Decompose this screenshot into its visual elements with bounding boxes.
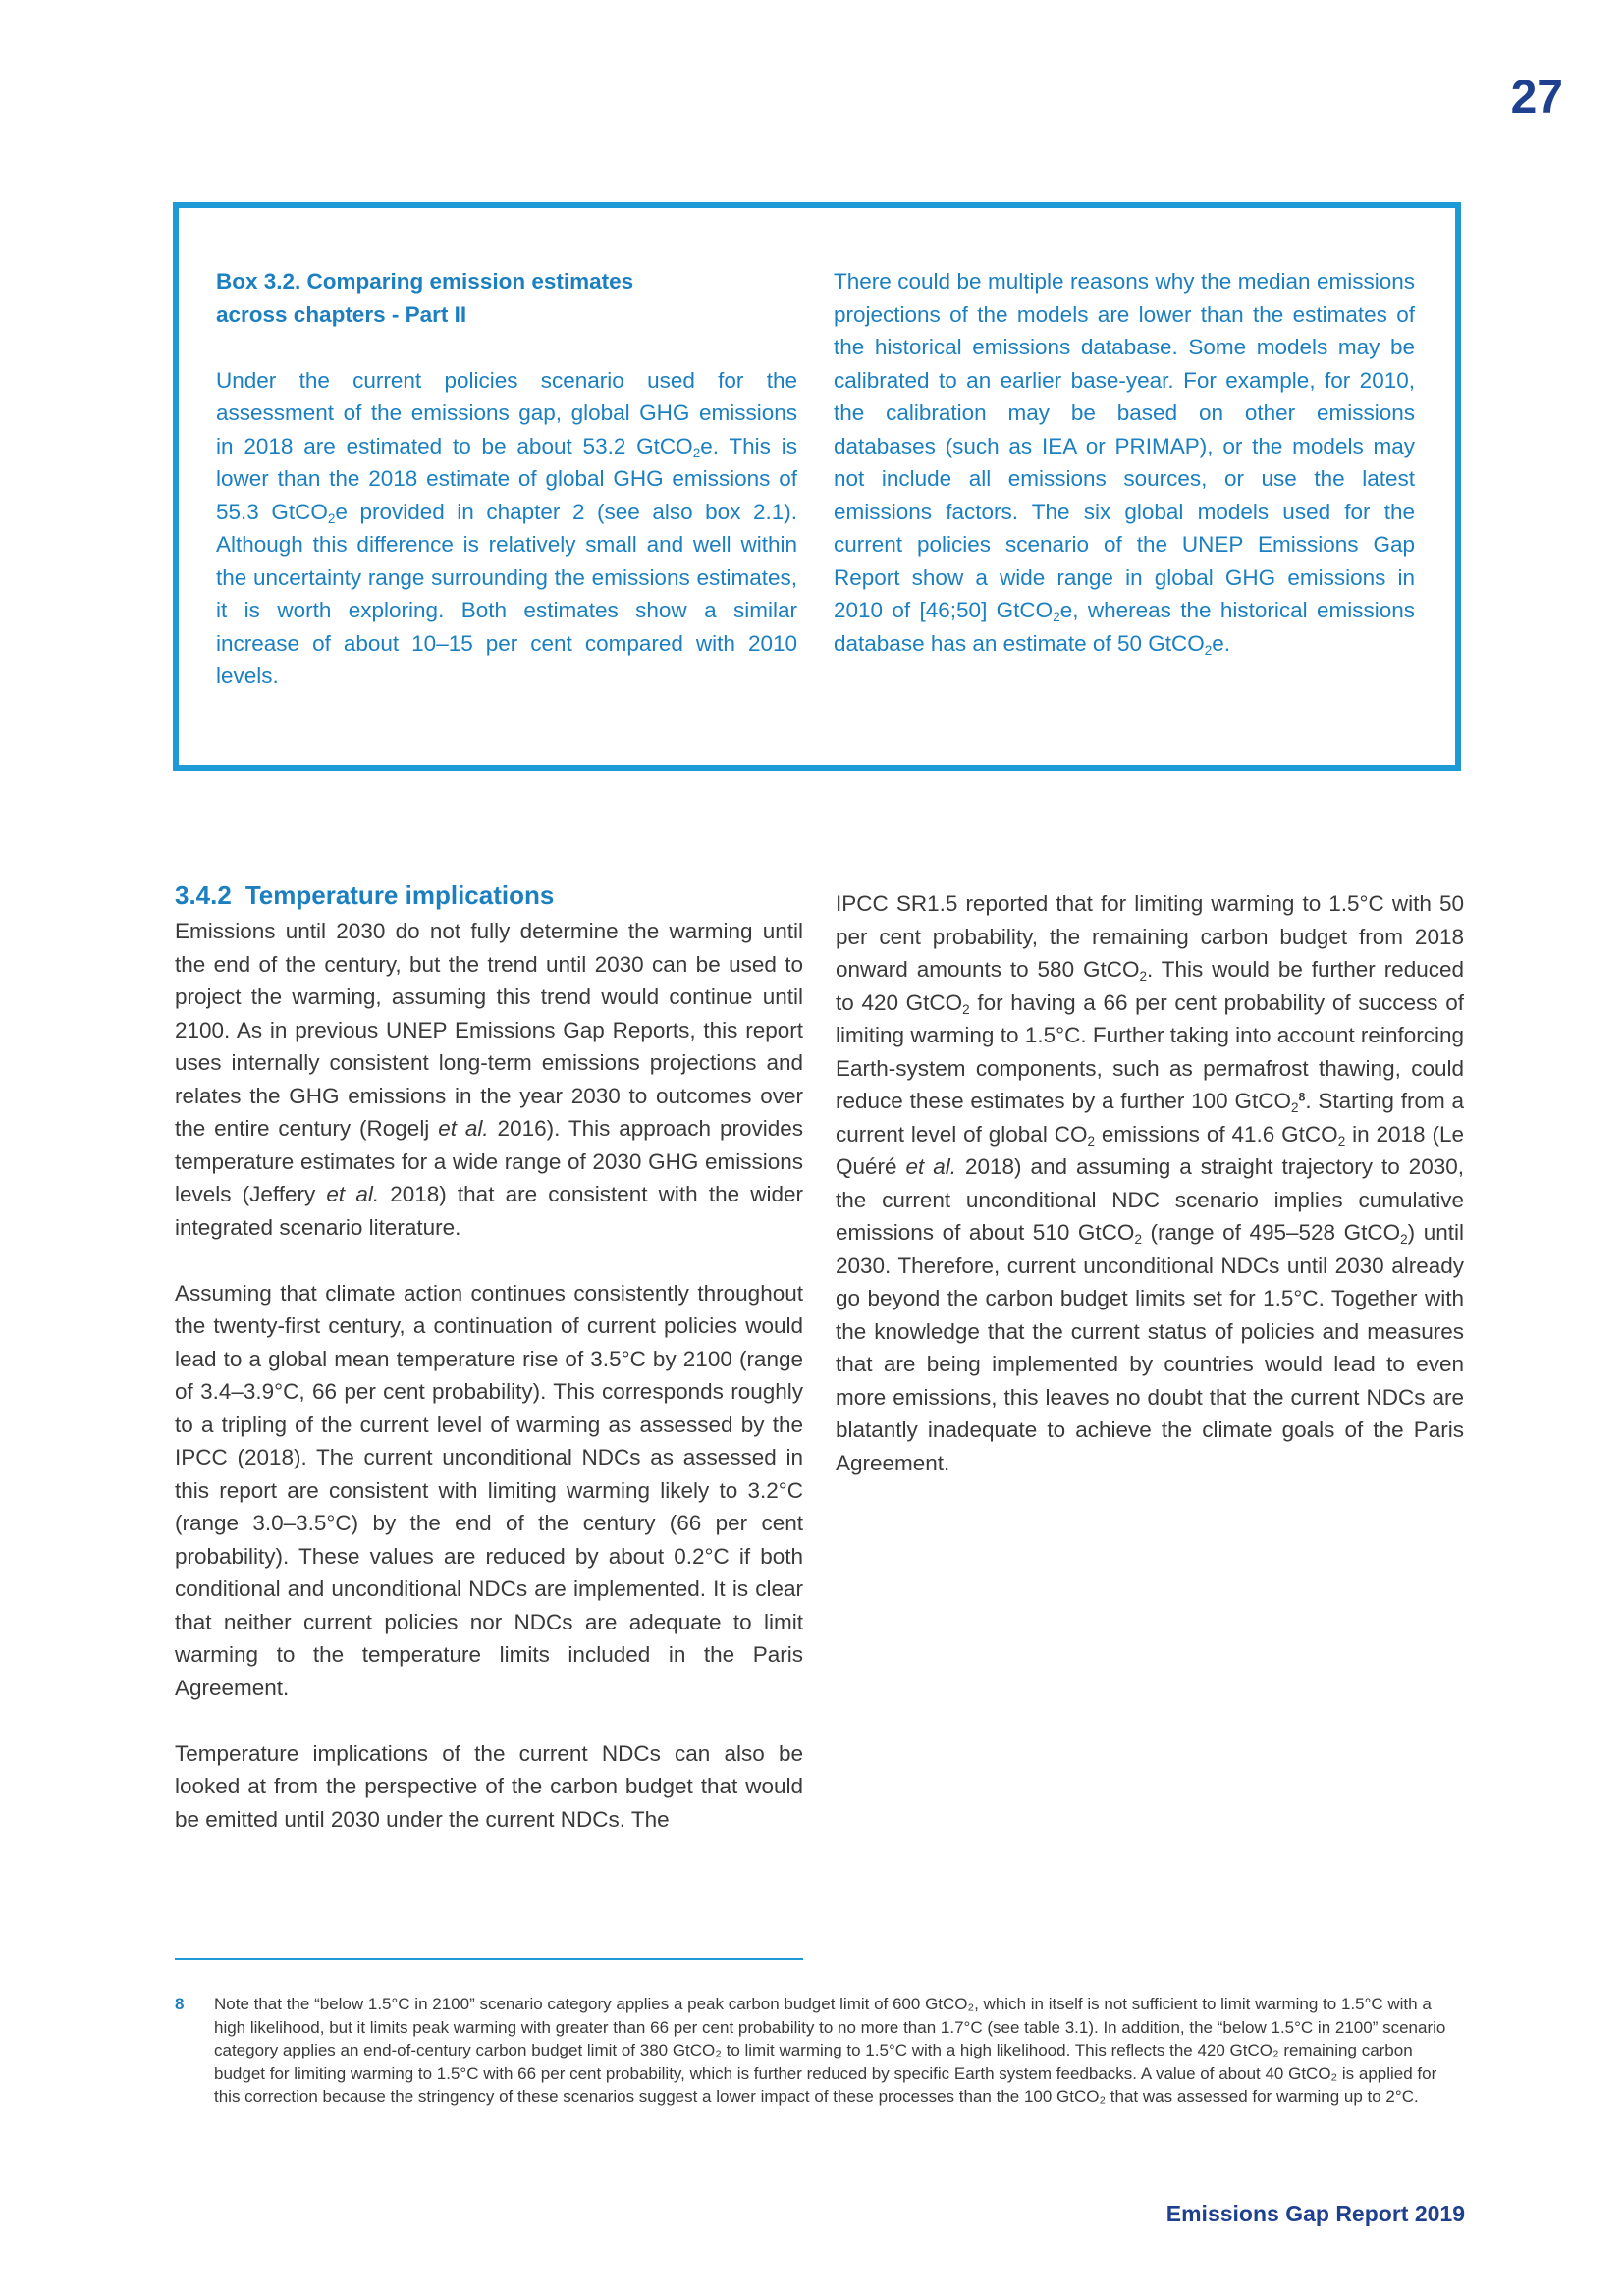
subscript: 2	[1400, 1232, 1408, 1248]
section-left-column	[175, 880, 803, 1869]
text: (range of 495–528 GtCO	[1141, 1220, 1401, 1245]
footnote-number: 8	[175, 1995, 185, 2013]
page-number: 27	[1510, 72, 1563, 124]
box-right-text-b: e, whereas the historical emissions database has an estimate of 50 GtCO	[834, 598, 1415, 656]
subscript: 2	[1337, 1133, 1346, 1148]
subscript: 2	[1053, 610, 1060, 625]
section-number: 3.4.2	[175, 881, 232, 910]
text: 2016). This approach provides temperature estimates for a wide range of 2030 GHG emissions levels (Jeffery	[175, 1116, 804, 1206]
footnote-text: Note that the “below 1.5°C in 2100” scenario category applies a peak carbon budget limit of 600 GtCO₂, which in itself is not sufficient to limit warming to 1.5°C with a high likelihood, but it limits peak warming with greater than 66 per cent probability to no more than 1.7°C (see table 3.1). In addition, the “below 1.5°C in 2100” scenario category applies an end-of-century carbon budget limit of 380 GtCO₂ to limit warming to 1.5°C with a high likelihood. This reflects the 420 GtCO₂ remaining carbon budget for limiting warming to 1.5°C with 66 per cent probability, which is further reduced by specific Earth system feedbacks. A value of about 40 GtCO₂ is applied for this correction because the stringency of these scenarios suggest a lower impact of these processes than the 100 GtCO₂ that was assessed for warming up to 2°C.	[214, 1995, 1446, 2106]
subscript: 2	[692, 445, 701, 460]
box-3-2	[173, 202, 1461, 771]
footnote	[175, 1993, 1451, 2109]
text: 2018) and assuming a straight trajectory to 2030, the current unconditional NDC scenario implies cumulative emissions of about 510 GtCO	[836, 1154, 1464, 1245]
section-heading	[175, 880, 803, 911]
box-title-line2: across chapters - Part II	[216, 301, 467, 327]
text-italic: et al.	[326, 1182, 380, 1206]
subscript: 2	[1204, 642, 1213, 658]
box-right-text-c: e.	[1212, 630, 1231, 656]
text: emissions of 41.6 GtCO	[1094, 1121, 1338, 1147]
paragraph-4	[836, 887, 1464, 1479]
subscript: 2	[1290, 1100, 1299, 1116]
box-right-column	[834, 265, 1415, 660]
section-right-column	[836, 887, 1464, 1513]
text: IPCC SR1.5 reported that for limiting warming to 1.5°C with 50 per cent probability, the remaining carbon budget from 2018 onward amounts to 580 GtCO	[836, 891, 1464, 982]
text: . Starting from a current level of global CO	[836, 1089, 1464, 1147]
section-title: Temperature implications	[244, 881, 555, 910]
footnote-divider	[175, 1958, 803, 1960]
text-italic: et al.	[438, 1116, 489, 1141]
text: Emissions until 2030 do not fully determine the warming until the end of the century, but the trend until 2030 can be used to project the warming, assuming this trend would continue until 2100. As in previous UNEP Emissions Gap Reports, this report uses internally consistent long-term emissions projections and relates the GHG emissions in the year 2030 to outcomes over the entire century (Rogelj	[175, 919, 803, 1141]
box-right-text-a: There could be multiple reasons why the median emissions projections of the models are lower than the estimates of the historical emissions database. Some models may be calibrated to an earlier base-year. For example, for 2010, the calibration may be based on other emissions databases (such as IEA or PRIMAP), or the models may not include all emissions sources, or use the latest emissions factors. The six global models used for the current policies scenario of the UNEP Emissions Gap Report show a wide range in global GHG emissions in 2010 of [46;50] GtCO	[834, 269, 1415, 622]
paragraph-1	[175, 915, 803, 1244]
box-left-paragraph	[216, 364, 797, 693]
report-title-footer: Emissions Gap Report 2019	[1165, 2201, 1465, 2226]
subscript: 2	[327, 510, 336, 526]
box-title	[216, 265, 797, 331]
subscript: 2	[1087, 1133, 1095, 1148]
box-left-text-b: e. This is lower than the 2018 estimate of global GHG emissions of 55.3 GtCO	[216, 433, 797, 524]
subscript: 2	[1134, 1232, 1142, 1248]
paragraph-2: Assuming that climate action continues consistently throughout the twenty-first century, a continuation of current policies would lead to a global mean temperature rise of 3.5°C by 2100 (range of 3.4–3.9°C, 66 per cent probability). This corresponds roughly to a tripling of the current level of warming as assessed by the IPCC (2018). The current unconditional NDCs as assessed in this report are consistent with limiting warming likely to 3.2°C (range 3.0–3.5°C) by the end of the century (66 per cent probability). These values are reduced by about 0.2°C if both conditional and unconditional NDCs are implemented. It is clear that neither current policies nor NDCs are adequate to limit warming to the temperature limits included in the Paris Agreement.	[175, 1280, 803, 1700]
box-left-text-c: e provided in chapter 2 (see also box 2.1). Although this difference is relatively small and well within the uncertainty range surrounding the emissions estimates, it is worth exploring. Both estimates show a similar increase of about 10–15 per cent compared with 2010 levels.	[216, 499, 798, 688]
subscript: 2	[1139, 969, 1148, 985]
text: . This would be further reduced to 420 GtCO	[836, 957, 1465, 1015]
text: for having a 66 per cent probability of success of limiting warming to 1.5°C. Further taking into account reinforcing Earth-system components, such as permafrost thawing, could reduce these estimates by a further 100 GtCO	[836, 989, 1464, 1113]
text: 2018) that are consistent with the wider integrated scenario literature.	[175, 1182, 804, 1240]
text: ) until 2030. Therefore, current unconditional NDCs until 2030 already go beyond the carbon budget limits set for 1.5°C. Together with the knowledge that the current status of policies and measures that are being implemented by countries would lead to even more emissions, this leaves no doubt that the current NDCs are blatantly inadequate to achieve the climate goals of the Paris Agreement.	[836, 1220, 1464, 1475]
footnote-reference[interactable]: 8	[1298, 1090, 1306, 1104]
paragraph-3: Temperature implications of the current NDCs can also be looked at from the perspective of the carbon budget that would be emitted until 2030 under the current NDCs. The	[175, 1740, 803, 1832]
subscript: 2	[962, 1001, 970, 1017]
box-left-column	[216, 265, 797, 693]
text: in 2018 (Le Quéré	[836, 1121, 1464, 1179]
text-italic: et al.	[905, 1154, 956, 1179]
box-right-paragraph	[834, 265, 1415, 660]
box-title-line1: Box 3.2. Comparing emission estimates	[216, 269, 634, 294]
box-left-text-a: Under the current policies scenario used for the assessment of the emissions gap, global GHG emissions in 2018 are estimated to be about 53.2 GtCO	[216, 367, 797, 458]
